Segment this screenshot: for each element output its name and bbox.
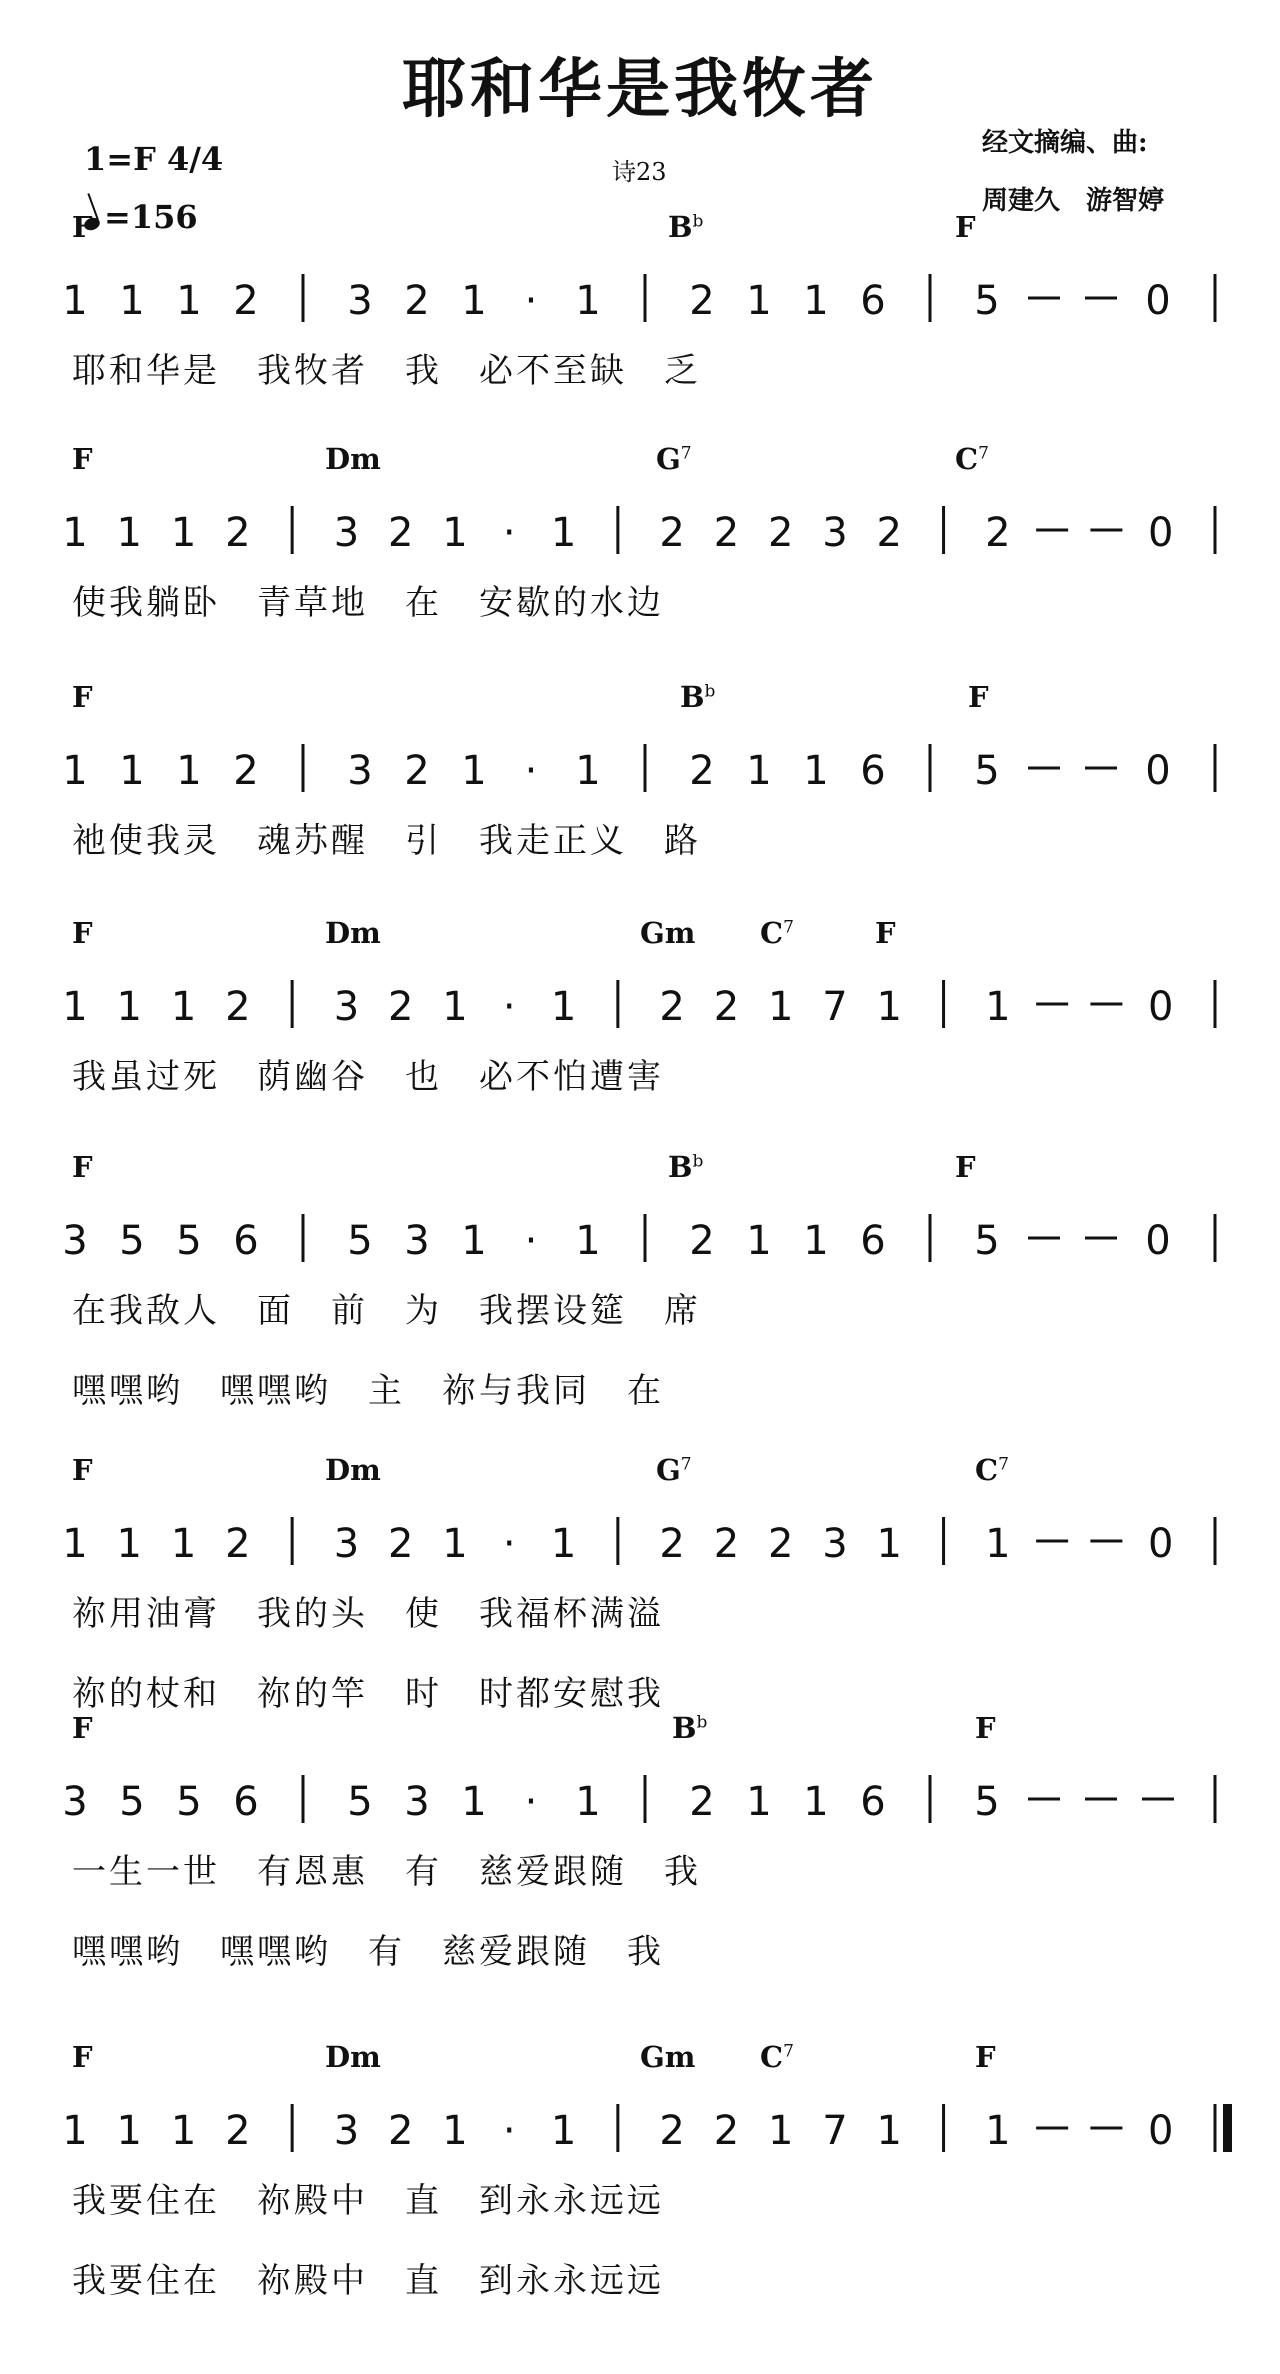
system-2-note: 2 bbox=[767, 510, 794, 556]
system-6-note: 1 bbox=[550, 1521, 577, 1567]
chord-root: F bbox=[955, 210, 976, 244]
system-7-chord-1 bbox=[72, 1711, 93, 1745]
chord-root: Dm bbox=[325, 1453, 381, 1487]
system-2-note: 2 bbox=[876, 510, 903, 556]
system-4-note: 1 bbox=[876, 984, 903, 1030]
chord-modifier: 7 bbox=[783, 2041, 794, 2062]
system-7-note: 1 bbox=[746, 1779, 772, 1825]
system-5-lyric-line-2: 嘿嘿哟 嘿嘿哟 主 祢与我同 在 bbox=[72, 1371, 664, 1411]
system-3-note: 0 bbox=[1145, 748, 1171, 794]
system-2-note: 2 bbox=[713, 510, 740, 556]
system-1-chord-3 bbox=[955, 210, 976, 244]
system-7-note: 5 bbox=[176, 1779, 202, 1825]
system-7-note: 1 bbox=[575, 1779, 601, 1825]
system-4-note: 1 bbox=[550, 984, 577, 1030]
chord-root: B bbox=[668, 1150, 693, 1184]
chord-root: Dm bbox=[325, 916, 381, 950]
system-3-note: 1 bbox=[62, 748, 88, 794]
system-8-chord-5 bbox=[975, 2040, 996, 2074]
system-1-note: 5 bbox=[974, 278, 1000, 324]
chord-root: F bbox=[72, 1453, 93, 1487]
system-7-note: 3 bbox=[62, 1779, 88, 1825]
system-8-lyric-line-2: 我要住在 祢殿中 直 到永永远远 bbox=[72, 2261, 664, 2301]
system-1-chord-1 bbox=[72, 210, 93, 244]
song-title: 耶和华是我牧者 bbox=[402, 52, 878, 127]
system-5-note: 1 bbox=[461, 1218, 487, 1264]
chord-root: Gm bbox=[640, 2040, 696, 2074]
credits-line-1: 经文摘编、曲: bbox=[982, 128, 1148, 158]
system-6-note: 1 bbox=[442, 1521, 468, 1567]
chord-root: F bbox=[968, 680, 989, 714]
system-8-note: 2 bbox=[713, 2108, 740, 2154]
system-4-chord-1 bbox=[72, 916, 93, 950]
system-6-note: 2 bbox=[713, 1521, 740, 1567]
system-3-note: 2 bbox=[689, 748, 715, 794]
system-2-note: 3 bbox=[333, 510, 360, 556]
system-1-note: 1 bbox=[803, 278, 829, 324]
system-5-note: 5 bbox=[347, 1218, 373, 1264]
chord-root: B bbox=[680, 680, 705, 714]
chord-root: C bbox=[975, 1453, 999, 1487]
system-5-note: 3 bbox=[62, 1218, 88, 1264]
chord-modifier: b bbox=[704, 681, 716, 702]
system-1-note: 1 bbox=[62, 278, 88, 324]
system-3-note: 1 bbox=[461, 748, 487, 794]
system-3-note: 2 bbox=[233, 748, 259, 794]
system-8-note: 1 bbox=[550, 2108, 577, 2154]
system-8-note: 1 bbox=[767, 2108, 794, 2154]
system-6-chord-1 bbox=[72, 1453, 93, 1487]
chord-root: Dm bbox=[325, 2040, 381, 2074]
system-4-note: 1 bbox=[767, 984, 794, 1030]
system-6-chord-2 bbox=[325, 1453, 381, 1487]
system-4-lyric-line-1: 我虽过死 荫幽谷 也 必不怕遭害 bbox=[72, 1057, 664, 1097]
system-5-note: 1 bbox=[803, 1218, 829, 1264]
chord-root: G bbox=[656, 1453, 681, 1487]
chord-root: B bbox=[668, 210, 693, 244]
chord-root: F bbox=[72, 1711, 93, 1745]
system-2-note: 1 bbox=[62, 510, 88, 556]
system-3-dot: · bbox=[524, 748, 538, 794]
system-4-note: 1 bbox=[170, 984, 197, 1030]
system-7-note: 1 bbox=[803, 1779, 829, 1825]
system-3-chord-2 bbox=[680, 680, 715, 714]
chord-root: B bbox=[672, 1711, 697, 1745]
system-5-note: 6 bbox=[860, 1218, 886, 1264]
system-4-note: 2 bbox=[713, 984, 740, 1030]
system-6-note: 2 bbox=[659, 1521, 685, 1567]
system-1-note: 6 bbox=[860, 278, 886, 324]
system-8-note: 1 bbox=[116, 2108, 143, 2154]
scripture-source: 诗23 bbox=[612, 158, 667, 186]
system-8-chord-1 bbox=[72, 2040, 93, 2074]
system-6-lyric-line-2: 祢的杖和 祢的竿 时 时都安慰我 bbox=[72, 1674, 664, 1714]
system-2-note: 1 bbox=[116, 510, 143, 556]
system-1-note: 1 bbox=[176, 278, 202, 324]
system-2-chord-3 bbox=[656, 442, 692, 476]
system-3-note: 6 bbox=[860, 748, 886, 794]
system-1-note: 0 bbox=[1145, 278, 1171, 324]
system-6-note: 3 bbox=[333, 1521, 360, 1567]
system-1-note: 1 bbox=[575, 278, 601, 324]
system-7-dot: · bbox=[524, 1779, 538, 1825]
chord-root: F bbox=[72, 680, 93, 714]
system-8-chord-4 bbox=[760, 2040, 794, 2074]
tempo-value: =156 bbox=[104, 198, 198, 236]
system-4-note: 1 bbox=[116, 984, 143, 1030]
system-4-note: 1 bbox=[985, 984, 1011, 1030]
chord-modifier: b bbox=[692, 1151, 704, 1172]
system-4-dot: · bbox=[502, 984, 516, 1030]
system-3-chord-3 bbox=[968, 680, 989, 714]
system-3-note: 2 bbox=[404, 748, 430, 794]
tempo-marking bbox=[84, 198, 198, 236]
system-8-note: 7 bbox=[822, 2108, 848, 2154]
system-5-note: 2 bbox=[689, 1218, 715, 1264]
system-1-dot: · bbox=[524, 278, 538, 324]
system-4-chord-3 bbox=[640, 916, 695, 950]
system-8-note: 1 bbox=[442, 2108, 468, 2154]
system-8-final-barline bbox=[1223, 2104, 1232, 2152]
system-2-chord-2 bbox=[325, 442, 381, 476]
system-1-note: 3 bbox=[347, 278, 373, 324]
system-7-note: 6 bbox=[860, 1779, 886, 1825]
chord-root: F bbox=[875, 916, 896, 950]
system-5-dot: · bbox=[524, 1218, 538, 1264]
system-2-note: 2 bbox=[225, 510, 251, 556]
key-signature: 1=F 4/4 bbox=[84, 140, 224, 178]
system-4-chord-2 bbox=[325, 916, 381, 950]
chord-modifier: 7 bbox=[680, 1454, 692, 1475]
chord-root: Gm bbox=[640, 916, 696, 950]
system-7-note: 1 bbox=[461, 1779, 487, 1825]
chord-root: F bbox=[72, 916, 93, 950]
system-8-note: 2 bbox=[387, 2108, 414, 2154]
system-6-note: 1 bbox=[985, 1521, 1011, 1567]
chord-root: C bbox=[760, 2040, 784, 2074]
system-5-chord-2 bbox=[668, 1150, 703, 1184]
system-4-note: 0 bbox=[1147, 984, 1174, 1030]
system-3-note: 1 bbox=[176, 748, 202, 794]
system-3-note: 1 bbox=[119, 748, 145, 794]
system-5-note: 1 bbox=[746, 1218, 772, 1264]
system-5-chord-1 bbox=[72, 1150, 93, 1184]
system-5-note: 5 bbox=[974, 1218, 1000, 1264]
chord-root: F bbox=[72, 2040, 93, 2074]
system-6-note: 2 bbox=[767, 1521, 794, 1567]
system-8-note: 2 bbox=[659, 2108, 685, 2154]
system-8-note: 1 bbox=[170, 2108, 197, 2154]
system-2-chord-4 bbox=[955, 442, 989, 476]
system-8-chord-2 bbox=[325, 2040, 381, 2074]
system-7-note: 5 bbox=[974, 1779, 1000, 1825]
system-8-note: 3 bbox=[333, 2108, 360, 2154]
system-6-note: 3 bbox=[822, 1521, 848, 1567]
system-1-note: 2 bbox=[689, 278, 715, 324]
credits-line-2: 周建久 游智婷 bbox=[982, 186, 1165, 216]
system-1-note: 2 bbox=[404, 278, 430, 324]
system-5-note: 6 bbox=[233, 1218, 259, 1264]
system-6-lyric-line-1: 祢用油膏 我的头 使 我福杯满溢 bbox=[72, 1594, 664, 1634]
system-7-note: 5 bbox=[347, 1779, 373, 1825]
system-8-dot: · bbox=[502, 2108, 516, 2154]
system-5-note: 3 bbox=[404, 1218, 430, 1264]
system-4-note: 1 bbox=[62, 984, 88, 1030]
chord-root: C bbox=[955, 442, 979, 476]
system-4-note: 2 bbox=[659, 984, 685, 1030]
system-6-chord-3 bbox=[656, 1453, 692, 1487]
system-8-note: 0 bbox=[1147, 2108, 1174, 2154]
system-3-note: 3 bbox=[347, 748, 373, 794]
system-4-note: 2 bbox=[225, 984, 251, 1030]
chord-modifier: 7 bbox=[680, 443, 692, 464]
system-1-note: 2 bbox=[233, 278, 259, 324]
system-4-chord-4 bbox=[760, 916, 794, 950]
chord-root: F bbox=[975, 2040, 996, 2074]
system-1-chord-2 bbox=[668, 210, 703, 244]
system-4-note: 2 bbox=[387, 984, 414, 1030]
chord-root: F bbox=[72, 442, 93, 476]
system-5-note: 0 bbox=[1145, 1218, 1171, 1264]
system-8-note: 1 bbox=[876, 2108, 903, 2154]
system-7-note: 3 bbox=[404, 1779, 430, 1825]
system-2-note: 2 bbox=[387, 510, 414, 556]
system-3-note: 1 bbox=[803, 748, 829, 794]
system-8-note: 1 bbox=[985, 2108, 1011, 2154]
system-4-note: 7 bbox=[822, 984, 848, 1030]
chord-modifier: b bbox=[692, 211, 704, 232]
system-6-note: 1 bbox=[876, 1521, 903, 1567]
system-1-note: 1 bbox=[746, 278, 772, 324]
system-6-note: 2 bbox=[387, 1521, 414, 1567]
system-6-note: 0 bbox=[1147, 1521, 1174, 1567]
system-7-lyric-line-1: 一生一世 有恩惠 有 慈爱跟随 我 bbox=[72, 1852, 701, 1892]
system-4-chord-5 bbox=[875, 916, 896, 950]
system-2-note: 3 bbox=[822, 510, 848, 556]
system-6-note: 1 bbox=[170, 1521, 197, 1567]
chord-modifier: 7 bbox=[978, 443, 989, 464]
system-5-chord-3 bbox=[955, 1150, 976, 1184]
chord-modifier: 7 bbox=[783, 917, 794, 938]
system-8-lyric-line-1: 我要住在 祢殿中 直 到永永远远 bbox=[72, 2181, 664, 2221]
system-8-note: 2 bbox=[225, 2108, 251, 2154]
chord-modifier: b bbox=[696, 1712, 708, 1733]
system-2-note: 1 bbox=[550, 510, 577, 556]
system-3-note: 1 bbox=[746, 748, 772, 794]
system-7-chord-3 bbox=[975, 1711, 996, 1745]
system-2-note: 1 bbox=[170, 510, 197, 556]
system-3-note: 5 bbox=[974, 748, 1000, 794]
system-5-lyric-line-1: 在我敌人 面 前 为 我摆设筵 席 bbox=[72, 1291, 701, 1331]
system-8-chord-3 bbox=[640, 2040, 695, 2074]
system-1-lyric-line-1: 耶和华是 我牧者 我 必不至缺 乏 bbox=[72, 351, 701, 391]
chord-modifier: 7 bbox=[998, 1454, 1009, 1475]
system-7-note: 2 bbox=[689, 1779, 715, 1825]
system-6-dot: · bbox=[502, 1521, 516, 1567]
system-7-note: 5 bbox=[119, 1779, 145, 1825]
system-2-note: 1 bbox=[442, 510, 468, 556]
system-5-note: 5 bbox=[176, 1218, 202, 1264]
chord-root: F bbox=[72, 1150, 93, 1184]
system-3-lyric-line-1: 祂使我灵 魂苏醒 引 我走正义 路 bbox=[72, 821, 701, 861]
system-6-note: 2 bbox=[225, 1521, 251, 1567]
system-7-lyric-line-2: 嘿嘿哟 嘿嘿哟 有 慈爱跟随 我 bbox=[72, 1932, 664, 1972]
system-2-chord-1 bbox=[72, 442, 93, 476]
system-6-note: 1 bbox=[62, 1521, 88, 1567]
system-5-note: 5 bbox=[119, 1218, 145, 1264]
system-2-note: 0 bbox=[1147, 510, 1174, 556]
system-3-chord-1 bbox=[72, 680, 93, 714]
system-6-chord-4 bbox=[975, 1453, 1009, 1487]
system-7-note: 6 bbox=[233, 1779, 259, 1825]
system-3-note: 1 bbox=[575, 748, 601, 794]
system-5-note: 1 bbox=[575, 1218, 601, 1264]
system-8-note: 1 bbox=[62, 2108, 88, 2154]
system-7-chord-2 bbox=[672, 1711, 707, 1745]
system-4-note: 1 bbox=[442, 984, 468, 1030]
system-2-dot: · bbox=[502, 510, 516, 556]
system-1-note: 1 bbox=[119, 278, 145, 324]
system-4-note: 3 bbox=[333, 984, 360, 1030]
chord-root: Dm bbox=[325, 442, 381, 476]
system-2-note: 2 bbox=[659, 510, 685, 556]
system-2-lyric-line-1: 使我躺卧 青草地 在 安歇的水边 bbox=[72, 583, 664, 623]
system-6-note: 1 bbox=[116, 1521, 143, 1567]
chord-root: F bbox=[72, 210, 93, 244]
chord-root: F bbox=[975, 1711, 996, 1745]
chord-root: F bbox=[955, 1150, 976, 1184]
system-1-note: 1 bbox=[461, 278, 487, 324]
chord-root: C bbox=[760, 916, 784, 950]
system-2-note: 2 bbox=[985, 510, 1011, 556]
chord-root: G bbox=[656, 442, 681, 476]
